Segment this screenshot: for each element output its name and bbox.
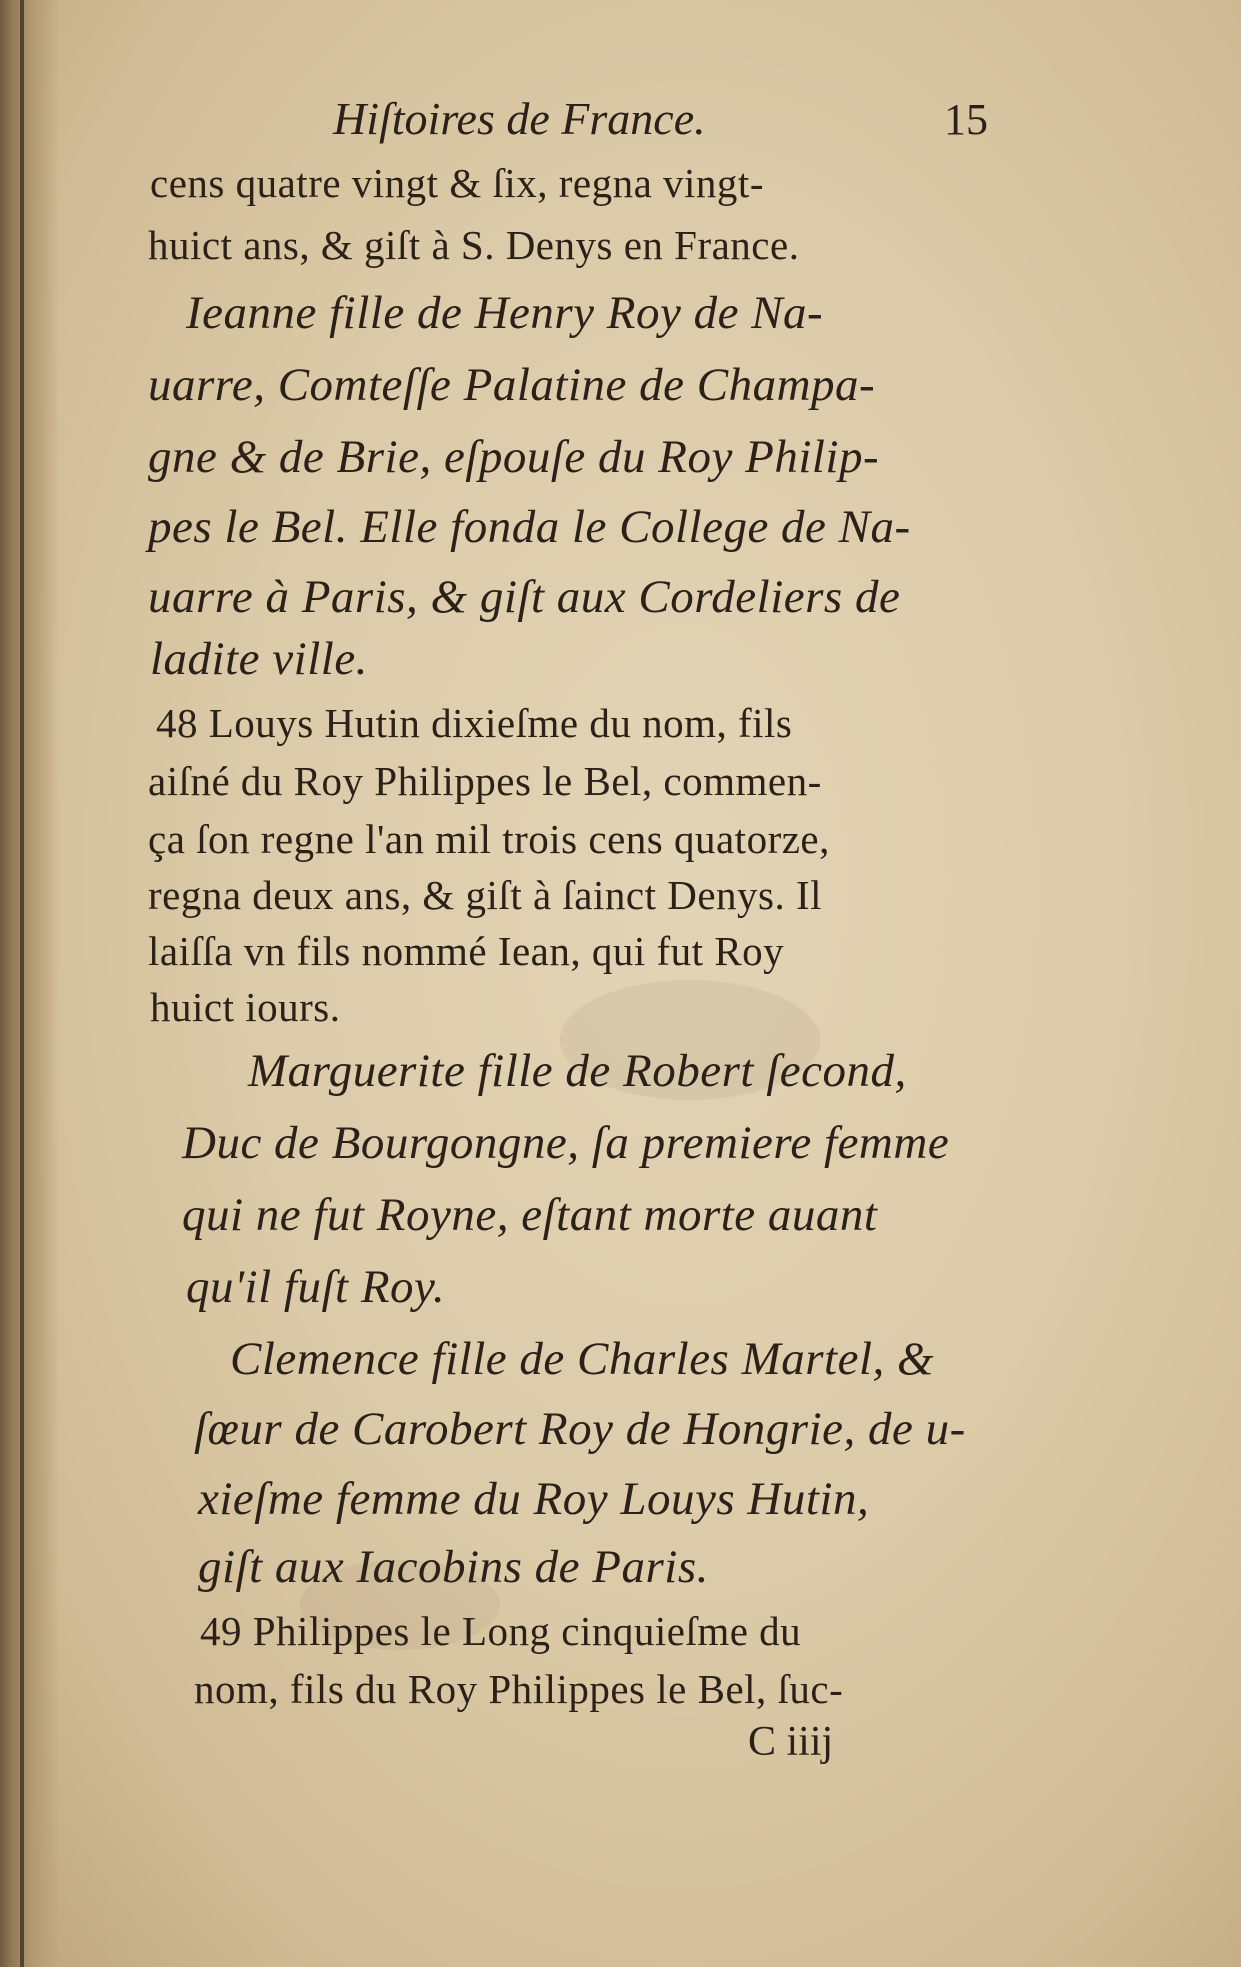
gutter-binding-edge <box>20 0 24 1967</box>
text-line: Marguerite fille de Robert ſecond, <box>248 1045 907 1097</box>
page-header <box>148 92 988 152</box>
gutter-shadow <box>0 0 60 1967</box>
text-line: uarre à Paris, & giſt aux Cordeliers de <box>148 571 901 623</box>
text-line: qu'il fuſt Roy. <box>186 1261 446 1313</box>
text-line: xieſme femme du Roy Louys Hutin, <box>198 1473 870 1525</box>
text-line: cens quatre vingt & ſix, regna vingt- <box>150 160 764 206</box>
text-line: aiſné du Roy Philippes le Bel, commen- <box>148 758 822 804</box>
text-line: laiſſa vn fils nommé Iean, qui fut Roy <box>148 928 785 974</box>
text-line: ſœur de Carobert Roy de Hongrie, de u- <box>194 1403 966 1455</box>
text-line: gne & de Brie, eſpouſe du Roy Philip- <box>148 431 880 483</box>
text-line: giſt aux Iacobins de Paris. <box>198 1541 709 1593</box>
text-line: nom, fils du Roy Philippes le Bel, ſuc- <box>194 1666 844 1712</box>
text-line: pes le Bel. Elle fonda le College de Na- <box>148 501 911 553</box>
text-line: 48 Louys Hutin dixieſme du nom, fils <box>156 700 793 746</box>
text-line: Clemence fille de Charles Martel, & <box>230 1333 935 1385</box>
text-line: 49 Philippes le Long cinquieſme du <box>200 1608 802 1654</box>
running-title: Hiſtoires de France. <box>333 93 706 144</box>
text-line: huict iours. <box>150 984 341 1030</box>
text-line: uarre, Comteſſe Palatine de Champa- <box>148 359 876 411</box>
text-line: regna deux ans, & giſt à ſainct Denys. Il <box>148 872 823 918</box>
signature-mark: C iiij <box>748 1719 834 1765</box>
text-line: ça ſon regne l'an mil trois cens quatorze, <box>148 816 830 862</box>
text-line: ladite ville. <box>150 633 368 685</box>
text-line: Duc de Bourgongne, ſa premiere femme <box>182 1117 950 1169</box>
page-number: 15 <box>944 95 988 144</box>
text-line: qui ne fut Royne, eſtant morte auant <box>182 1189 878 1241</box>
text-line: Ieanne fille de Henry Roy de Na- <box>186 287 824 339</box>
text-line: huict ans, & giſt à S. Denys en France. <box>148 222 800 268</box>
